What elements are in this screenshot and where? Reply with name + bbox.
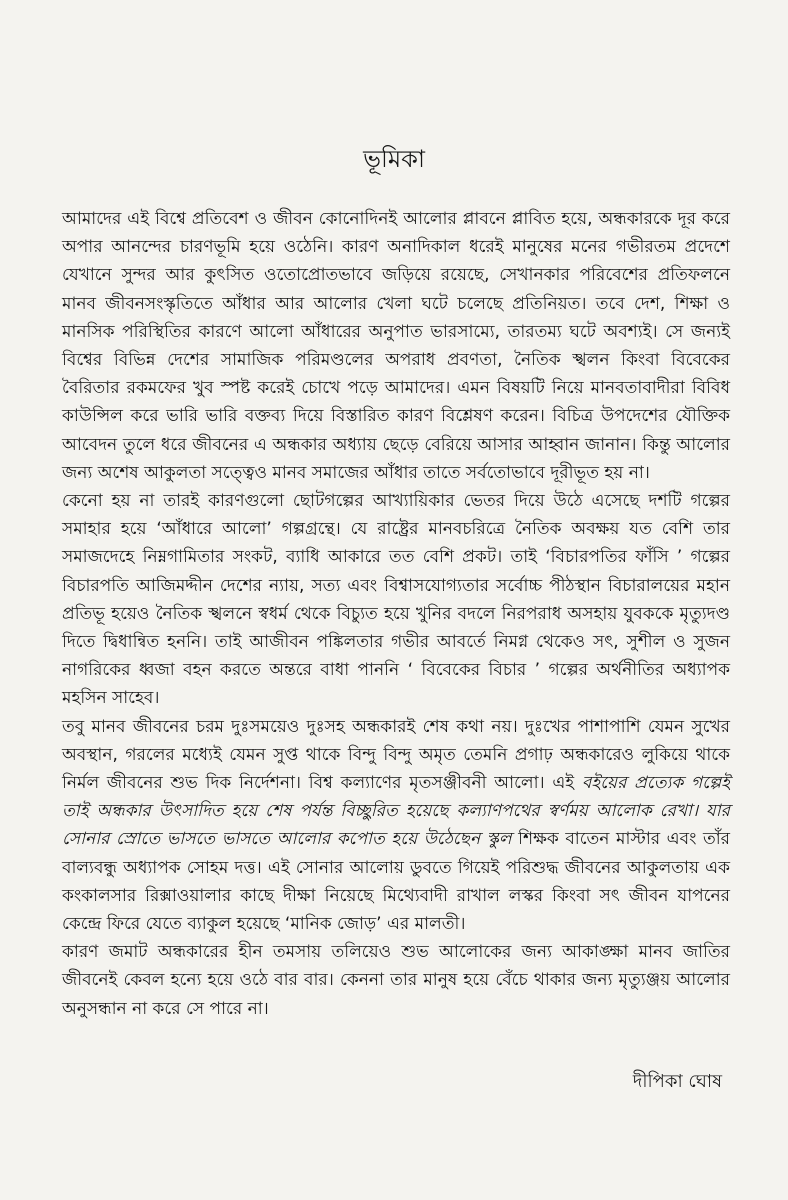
- paragraph-3-part-c: শিক্ষক বাতেন মাস্টার এবং তাঁর বাল্যবন্ধু অধ্যাপক সোহম দত্ত। এই সোনার আলোয় ডুবতে গিয়েই পরিশুদ্ধ জীবনের আকুলতায় এক কংকালসার রিক্সাওয়ালার কাছে দীক্ষা নিয়েছে মিথ্যেবাদী রাখাল লস্কর কিংবা সৎ জীবন যাপনের কেন্দ্রে ফিরে যেতে ব্যাকুল হয়েছে ‘মানিক জোড়’ এর মালতী।: [62, 829, 730, 935]
- page-title: ভূমিকা: [363, 145, 425, 173]
- paragraph-2: কেনো হয় না তারই কারণগুলো ছোটগল্পের আখ্যায়িকার ভেতর দিয়ে উঠে এসেছে দশটি গল্পের সমাহার হয়ে ‘আঁধারে আলো’ গল্পগ্রন্থে। যে রাষ্ট্রের মানবচরিত্রে নৈতিক অবক্ষয় যত বেশি তার সমাজদেহে নিম্নগামিতার সংকট, ব্যাধি আকারে তত বেশি প্রকট। তাই ‘বিচারপতির ফাঁসি ’ গল্পের বিচারপতি আজিমদ্দীন দেশের ন্যায়, সত্য এবং বিশ্বাসযোগ্যতার সর্বোচ্চ পীঠস্থান বিচারালয়ের মহান প্রতিভূ হয়েও নৈতিক স্খলনে স্বধর্ম থেকে বিচ্যুত হয়ে খুনির বদলে নিরপরাধ অসহায় যুবককে মৃত্যুদণ্ড দিতে দ্বিধান্বিত হননি। তাই আজীবন পঙ্কিলতার গভীর আবর্তে নিমগ্ন থেকেও সৎ, সুশীল ও সুজন নাগরিকের ধ্বজা বহন করতে অন্তরে বাধা পাননি ‘ বিবেকের বিচার ’ গল্পের অর্থনীতির অধ্যাপক মহসিন সাহেব।: [62, 491, 730, 709]
- paragraph-3-italic-part: বইয়ের প্রত্যেক গল্পেই তাই অন্ধকার উৎসাদিত হয়ে শেষ পর্যন্ত বিচ্ছুরিত হয়েছে কল্যাণপথের স্বর্ণময় আলোক রেখা। যার সোনার স্রোতে ভাসতে ভাসতে আলোর কপোত হয়ে উঠেছেন স্কুল: [62, 773, 731, 850]
- paragraph-3: [62, 713, 730, 939]
- paragraph-1: আমাদের এই বিশ্বে প্রতিবেশ ও জীবন কোনোদিনই আলোর প্লাবনে প্লাবিত হয়ে, অন্ধকারকে দূর করে অপার আনন্দের চারণভূমি হয়ে ওঠেনি। কারণ অনাদিকাল ধরেই মানুষের মনের গভীরতম প্রদেশে যেখানে সুন্দর আর কুৎসিত ওতোপ্রোতভাবে জড়িয়ে রয়েছে, সেখানকার পরিবেশের প্রতিফলনে মানব জীবনসংস্কৃতিতে আঁধার আর আলোর খেলা ঘটে চলেছে প্রতিনিয়ত। তবে দেশ, শিক্ষা ও মানসিক পরিস্থিতির কারণে আলো আঁধারের অনুপাত ভারসাম্যে, তারতম্য ঘটে অবশ্যই। সে জন্যই বিশ্বের বিভিন্ন দেশের সামাজিক পরিমণ্ডলের অপরাধ প্রবণতা, নৈতিক স্খলন কিংবা বিবেকের বৈরিতার রকমফের খুব স্পষ্ট করেই চোখে পড়ে আমাদের। এমন বিষয়টি নিয়ে মানবতাবাদীরা বিবিধ কাউন্সিল করে ভারি ভারি বক্তব্য দিয়ে বিস্তারিত কারণ বিশ্লেষণ করেন। বিচিত্র উপদেশের যৌক্তিক আবেদন তুলে ধরে জীবনের এ অন্ধকার অধ্যায় ছেড়ে বেরিয়ে আসার আহ্বান জানান। কিন্তু আলোর জন্য অশেষ আকুলতা সত্ত্বেও মানব সমাজের আঁধার তাতে সর্বতোভাবে দূরীভূত হয় না।: [62, 209, 730, 483]
- author-signature: দীপিকা ঘোষ: [632, 1071, 722, 1092]
- paragraph-4: কারণ জমাট অন্ধকারের হীন তমসায় তলিয়েও শুভ আলোকের জন্য আকাঙ্ক্ষা মানব জাতির জীবনেই কেবল হন্যে হয়ে ওঠে বার বার। কেননা তার মানুষ হয়ে বেঁচে থাকার জন্য মৃত্যুঞ্জয় আলোর অনুসন্ধান না করে সে পারে না।: [62, 942, 730, 1019]
- preface-body: [62, 205, 730, 1023]
- paragraph-3-part-a: তবু মানব জীবনের চরম দুঃসময়েও দুঃসহ অন্ধকারই শেষ কথা নয়। দুঃখের পাশাপাশি যেমন সুখের অবস্থান, গরলের মধ্যেই যেমন সুপ্ত থাকে বিন্দু বিন্দু অমৃত তেমনি প্রগাঢ় অন্ধকারেও লুকিয়ে থাকে নির্মল জীবনের শুভ দিক নির্দেশনা। বিশ্ব কল্যাণের মৃতসঞ্জীবনী আলো। এই: [62, 716, 730, 794]
